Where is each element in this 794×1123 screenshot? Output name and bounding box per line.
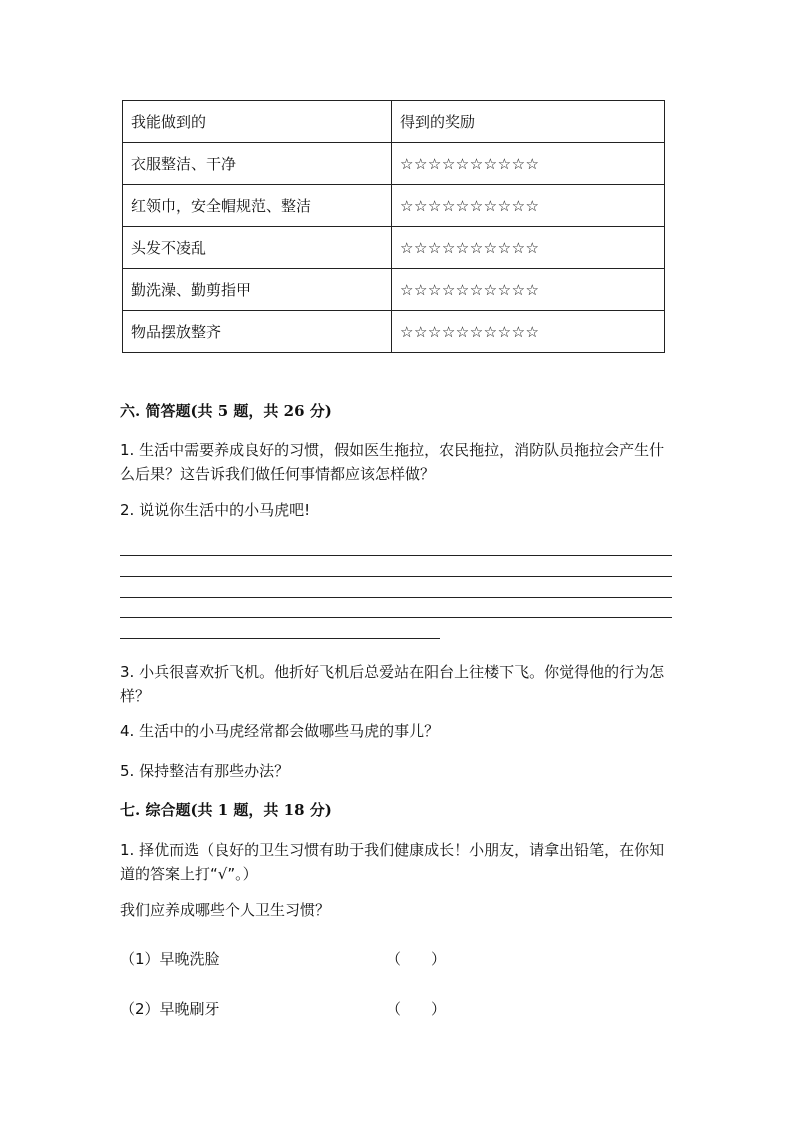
table-row — [123, 227, 665, 269]
question-6-5: 5. 保持整洁有那些办法？ — [120, 762, 290, 780]
table-cell-stars: ☆☆☆☆☆☆☆☆☆☆ — [392, 269, 665, 311]
section-6-title: 六. 简答题(共 5 题，共 26 分) — [120, 402, 332, 420]
question-6-4: 4. 生活中的小马虎经常都会做哪些马虎的事儿？ — [120, 722, 440, 740]
answer-line[interactable] — [120, 617, 672, 618]
option-label: （2）早晚刷牙 — [120, 1000, 220, 1018]
section-7-title: 七. 综合题(共 1 题，共 18 分) — [120, 801, 332, 819]
answer-line[interactable] — [120, 555, 672, 556]
question-6-3: 3. 小兵很喜欢折飞机。他折好飞机后总爱站在阳台上往楼下飞。你觉得他的行为怎样？ — [120, 663, 665, 705]
reward-table — [122, 100, 665, 353]
option-label: （1）早晚洗脸 — [120, 950, 220, 968]
table-cell-item: 红领巾，安全帽规范、整洁 — [123, 185, 392, 227]
table-cell-stars: ☆☆☆☆☆☆☆☆☆☆ — [392, 143, 665, 185]
question-7-1: 1. 择优而选（良好的卫生习惯有助于我们健康成长！小朋友，请拿出铅笔，在你知道的答案上打“√”。） — [120, 841, 665, 883]
question-6-2: 2. 说说你生活中的小马虎吧! — [120, 501, 311, 519]
option-answer-blank[interactable]: （ ） — [386, 950, 447, 968]
table-row — [123, 311, 665, 353]
table-cell-item: 勤洗澡、勤剪指甲 — [123, 269, 392, 311]
answer-line[interactable] — [120, 638, 440, 639]
table-row — [123, 143, 665, 185]
answer-line[interactable] — [120, 576, 672, 577]
table-header-row — [123, 101, 665, 143]
option-answer-blank[interactable]: （ ） — [386, 1000, 447, 1018]
table-cell-stars: ☆☆☆☆☆☆☆☆☆☆ — [392, 311, 665, 353]
table-header-cell: 我能做到的 — [123, 101, 392, 143]
table-row — [123, 185, 665, 227]
table-header-cell: 得到的奖励 — [392, 101, 665, 143]
table-cell-stars: ☆☆☆☆☆☆☆☆☆☆ — [392, 185, 665, 227]
table-row — [123, 269, 665, 311]
table-cell-item: 衣服整洁、干净 — [123, 143, 392, 185]
question-7-prompt: 我们应养成哪些个人卫生习惯？ — [120, 901, 331, 919]
table-cell-stars: ☆☆☆☆☆☆☆☆☆☆ — [392, 227, 665, 269]
question-6-1: 1. 生活中需要养成良好的习惯，假如医生拖拉，农民拖拉，消防队员拖拉会产生什么后果？这告诉我们做任何事情都应该怎样做？ — [120, 441, 665, 483]
table-cell-item: 物品摆放整齐 — [123, 311, 392, 353]
answer-line[interactable] — [120, 597, 672, 598]
table-cell-item: 头发不凌乱 — [123, 227, 392, 269]
